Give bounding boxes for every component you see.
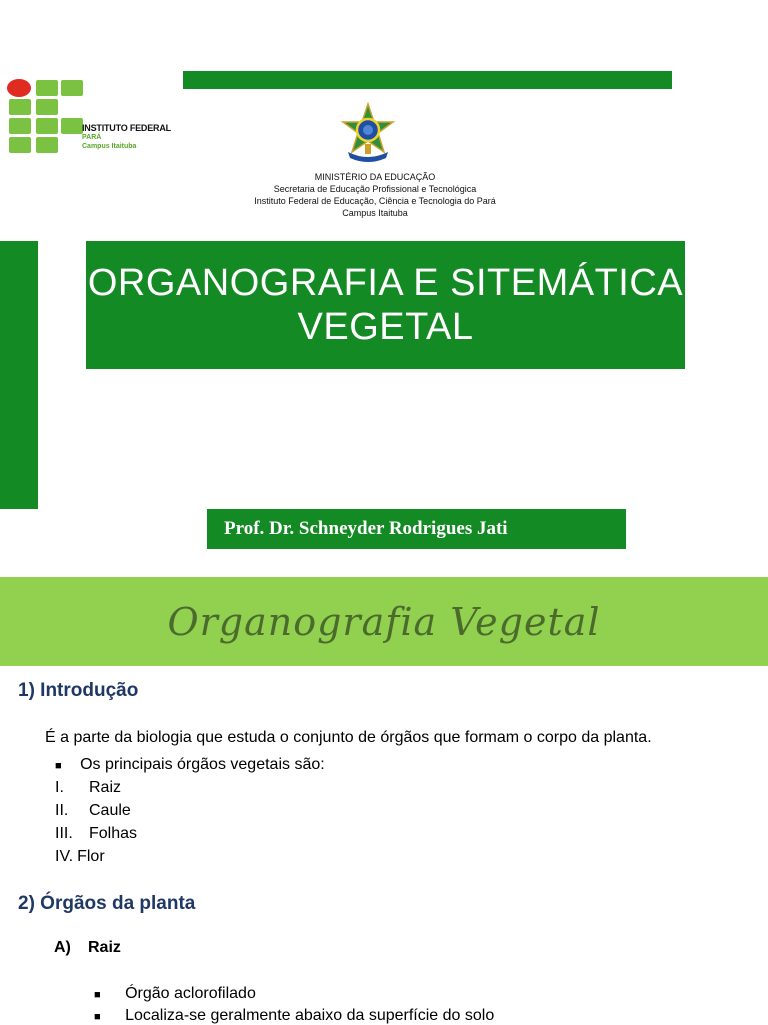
bullet-item xyxy=(94,985,256,1003)
heading-orgaos: 2) Órgãos da planta xyxy=(18,893,196,914)
list-item xyxy=(55,825,137,843)
list-number: II. xyxy=(55,802,69,819)
list-item xyxy=(55,848,105,866)
logo-line2: PARÁ xyxy=(82,134,102,141)
list-label: Flor xyxy=(77,848,105,865)
ministry-line1: MINISTÉRIO DA EDUCAÇÃO xyxy=(314,172,436,182)
author-box xyxy=(207,509,626,549)
title-line2: VEGETAL xyxy=(297,306,474,348)
bullet-icon: ■ xyxy=(55,760,62,772)
list-label: Caule xyxy=(89,802,131,819)
brazil-coat-of-arms-icon xyxy=(338,100,398,166)
bullet-text: Os principais órgãos vegetais são: xyxy=(80,756,325,773)
list-item xyxy=(55,779,121,797)
list-label: Folhas xyxy=(89,825,138,842)
bullet-icon: ■ xyxy=(94,989,101,1001)
title-line1: ORGANOGRAFIA E SITEMÁTICA xyxy=(87,262,684,304)
instituto-federal-logo xyxy=(6,78,186,158)
ministry-line4: Campus Itaituba xyxy=(342,208,408,218)
section-banner xyxy=(0,577,768,666)
list-number: I. xyxy=(55,779,64,796)
slide-title xyxy=(86,241,685,369)
intro-paragraph: É a parte da biologia que estuda o conjunto de órgãos que formam o corpo da planta. xyxy=(45,729,652,746)
list-number: III. xyxy=(55,825,73,842)
list-number: IV. xyxy=(55,848,74,865)
heading-introducao: 1) Introdução xyxy=(18,680,139,701)
bullet-text: Órgão aclorofilado xyxy=(125,985,256,1002)
sub-number: A) xyxy=(54,939,71,956)
bullet-item xyxy=(94,1007,494,1025)
sub-label: Raiz xyxy=(88,939,121,956)
list-item xyxy=(55,802,131,820)
bullet-text: Localiza-se geralmente abaixo da superfície do solo xyxy=(125,1007,495,1024)
ministry-line3: Instituto Federal de Educação, Ciência e Tecnologia do Pará xyxy=(254,196,496,206)
list-label: Raiz xyxy=(89,779,122,796)
banner-title: Organografia Vegetal xyxy=(167,599,601,644)
subheading-raiz xyxy=(54,939,121,957)
left-green-bar xyxy=(0,241,38,509)
ministry-line2: Secretaria de Educação Profissional e Tecnológica xyxy=(273,184,477,194)
bullet-item xyxy=(55,756,325,774)
bullet-icon: ■ xyxy=(94,1011,101,1023)
ministry-header xyxy=(200,171,550,219)
author-name: Prof. Dr. Schneyder Rodrigues Jati xyxy=(224,518,508,539)
logo-line1: INSTITUTO FEDERAL xyxy=(82,123,171,133)
top-green-bar xyxy=(183,71,672,89)
logo-line3: Campus Itaituba xyxy=(82,143,137,150)
